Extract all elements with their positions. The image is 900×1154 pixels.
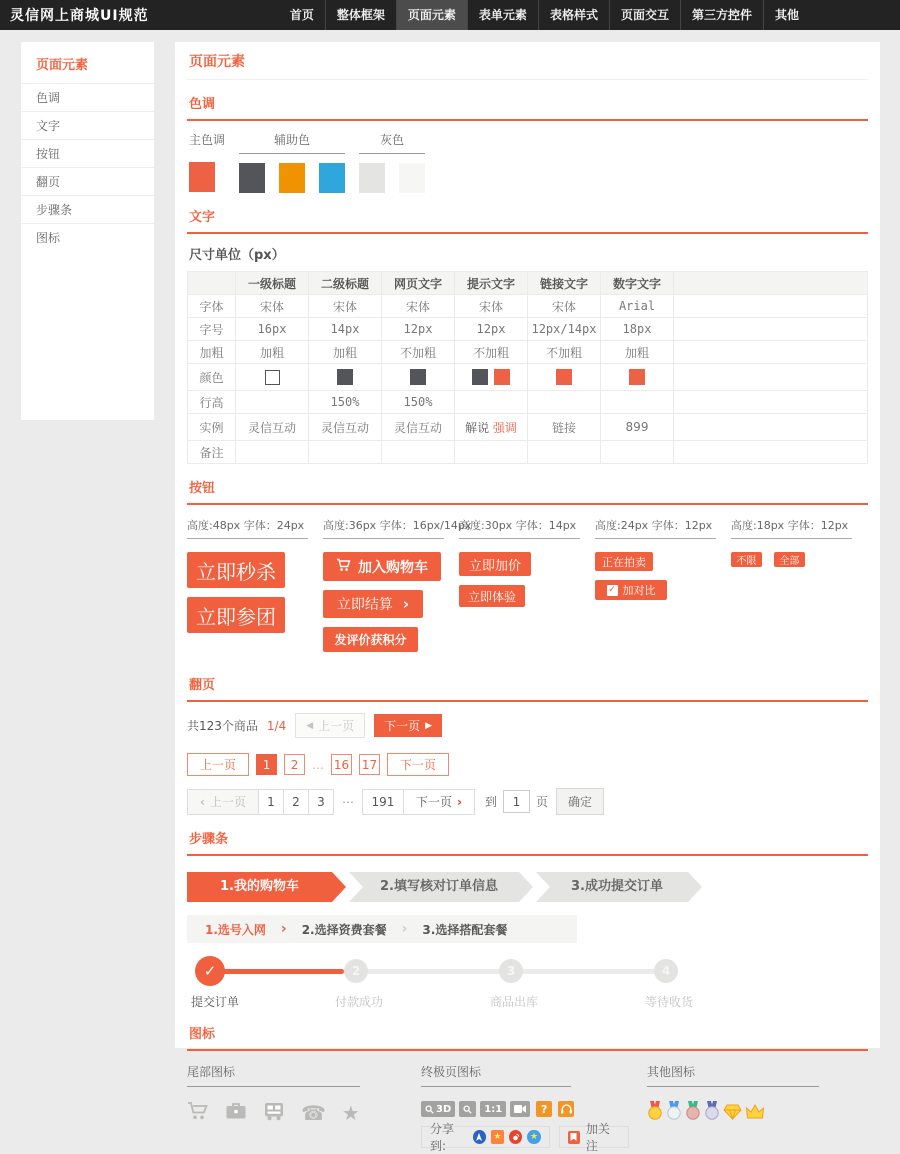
checkbox-checked-icon: ✓ [608,584,616,595]
next-page-button[interactable]: 下一页 › [404,789,475,815]
question-badge[interactable]: ? [536,1101,552,1117]
qzone-share-icon[interactable]: ★ [527,1130,540,1144]
zoom-3d-badge[interactable]: 3D [421,1101,455,1117]
detail-page-icons-group [421,1063,629,1153]
gem-icon [723,1104,742,1123]
example-hint-accent: 强调 [492,420,517,435]
bus-icon [263,1102,285,1124]
nav-item-third-party[interactable]: 第三方控件 [680,0,763,30]
app-title: 灵信网上商城UI规范 [10,8,149,24]
cell-swatch-white [265,370,280,385]
cell-swatch-accent [629,369,645,385]
page-number[interactable]: 3 [309,789,334,815]
cell-swatch-dark [472,369,488,385]
table-row-note: 备注 [188,441,868,464]
step-cart-active: 1.我的购物车 [187,872,332,902]
text-spec-table [187,271,868,464]
color-swatch-gray [359,163,385,193]
try-now-button[interactable]: 立即体验 [459,585,525,607]
example-body: 灵信互动 [382,414,455,441]
sidebar-item-buttons[interactable]: 按钮 [21,139,154,167]
chevron-right-icon: › [402,594,410,613]
star-icon: ★ [341,1100,360,1125]
cart-icon [187,1101,209,1124]
last-page-number[interactable]: 191 [362,789,404,815]
nav-item-other[interactable]: 其他 [763,0,810,30]
chevron-left-icon: ‹ [200,794,205,809]
section-heading-buttons: 按钮 [187,474,868,505]
step-label-receive: 等待收货 [645,995,694,1009]
sidebar-item-colors[interactable]: 色调 [21,83,154,111]
chevron-right-icon: › [456,794,462,809]
step-circle-done [195,956,225,986]
col-header-h1: 一级标题 [236,272,309,295]
follow-flag-icon [568,1131,580,1144]
page-title: 页面元素 [187,47,868,80]
example-link: 链接 [528,414,601,441]
example-number: 899 [601,414,674,441]
step-circle: 3 [499,959,523,983]
col-header-number: 数字文字 [601,272,674,295]
nav-item-page-elements[interactable]: 页面元素 [396,0,467,30]
compare-label: 加对比 [622,584,656,597]
circle-step-bar [189,956,694,1010]
table-row-example: 实例 灵信互动 灵信互动 灵信互动 解说 强调 链接 899 [188,414,868,441]
add-to-cart-button[interactable] [323,552,441,581]
button-group-caption: 高度:48px 字体：24px [187,517,308,539]
color-group-label: 辅助色 [239,131,345,154]
col-header-body: 网页文字 [382,272,455,295]
section-heading-pagination: 翻页 [187,671,868,702]
example-hint-dark: 解说 [465,420,490,435]
sidebar-item-steps[interactable]: 步骤条 [21,195,154,223]
text-spec-subtitle: 尺寸单位（px） [189,248,285,263]
zoom-badge[interactable] [459,1101,476,1117]
table-row-lineheight: 行高 150% 150% [188,391,868,414]
col-header-h2: 二级标题 [309,272,382,295]
cell-swatch-dark [410,369,426,385]
page-number[interactable]: 1 [259,789,284,815]
page-number-input[interactable] [503,790,530,813]
step-select-plan: 2.选择资费套餐 [301,922,387,937]
table-row-size: 字号 16px 14px 12px 12px 12px/14px 18px [188,318,868,341]
step-order-done: 3.成功提交订单 [536,872,688,902]
section-heading-colors: 色调 [187,90,868,121]
sidebar-item-text[interactable]: 文字 [21,111,154,139]
share-bar [421,1122,550,1153]
next-page-button[interactable]: 下一页 [387,753,449,776]
icon-samples [187,1063,868,1153]
checkout-label: 立即结算 [336,597,393,613]
step-select-number: 1.选号入网 [205,922,266,937]
color-swatch-lightgray [399,163,425,193]
nav-item-page-interaction[interactable]: 页面交互 [609,0,680,30]
all-button[interactable]: 全部 [774,552,805,567]
color-group-label: 灰色 [359,131,425,154]
more-share-icon[interactable]: ★ [491,1130,504,1144]
col-header-link: 链接文字 [528,272,601,295]
color-palette [189,131,868,193]
ellipsis: ⋯ [341,794,354,809]
button-group-30 [459,517,595,661]
cell-swatch-accent [556,369,572,385]
prev-page-button-disabled[interactable]: ‹ 上一页 [187,789,259,815]
button-samples [187,517,868,661]
prev-page-button[interactable]: 上一页 [187,753,249,776]
color-swatch-orange [279,163,305,193]
page-unit-label: 页 [535,795,548,809]
footer-icons-group [187,1063,403,1148]
nav-item-framework[interactable]: 整体框架 [325,0,396,30]
join-group-button[interactable]: 立即参团 [187,597,285,633]
check-icon: ✓ [203,962,217,980]
no-limit-button[interactable]: 不限 [731,552,762,567]
share-label: 分享到: [430,1122,455,1153]
step-label-submit: 提交订单 [191,995,240,1009]
color-swatch-dark [239,163,265,193]
table-row-font: 字体 宋体 宋体 宋体 宋体 宋体 Arial [188,295,868,318]
auction-live-button[interactable]: 正在拍卖 [595,552,653,571]
section-heading-icons: 图标 [187,1020,868,1051]
color-group-aux [239,131,345,193]
topbar [0,0,900,30]
example-h1: 灵信互动 [236,414,309,441]
weibo-share-icon[interactable] [509,1130,522,1144]
table-row-color: 颜色 [188,364,868,391]
step-label-paid: 付款成功 [335,995,384,1009]
button-group-caption: 高度:18px 字体：12px [731,517,852,539]
medal-purple-icon [704,1101,720,1123]
icon-group-caption: 终极页图标 [421,1063,571,1087]
flat-step-bar [187,915,577,943]
triangle-left-icon: ◀ [306,720,314,731]
cell-swatch-dark [337,369,353,385]
page-number[interactable]: 2 [284,789,309,815]
section-heading-text: 文字 [187,203,868,234]
color-swatch-primary [189,162,215,192]
cell-swatch-accent [494,369,510,385]
pagination-outline [187,753,868,776]
ellipsis: … [312,757,325,772]
sidebar [21,42,154,420]
briefcase-icon [225,1102,247,1123]
button-group-24 [595,517,731,661]
page-button-group [187,789,334,815]
chevron-right-icon: › [280,921,287,937]
button-group-36 [323,517,472,661]
page-number[interactable]: 17 [359,754,380,775]
color-group-gray [359,131,425,193]
page-button-group [362,789,475,815]
medal-gold-icon [647,1101,663,1123]
step-track-progress [210,969,344,974]
sidebar-item-icons[interactable]: 图标 [21,223,154,251]
flash-sale-button[interactable]: 立即秒杀 [187,552,285,588]
compare-button[interactable] [595,580,667,600]
sidebar-header[interactable]: 页面元素 [36,58,89,73]
triangle-right-icon: ▶ [425,720,433,731]
color-group-primary [189,131,225,193]
icon-group-caption: 尾部图标 [187,1063,360,1087]
confirm-button[interactable]: 确定 [556,788,604,815]
color-group-label: 主色调 [189,133,226,147]
pagination-full [187,788,868,815]
button-group-caption: 高度:36px 字体：16px/14px [323,517,444,539]
bid-now-button[interactable]: 立即加价 [459,552,531,576]
step-circle: 2 [344,959,368,983]
video-badge[interactable] [510,1101,530,1117]
step-label-shipped: 商品出库 [490,995,539,1009]
goto-label: 到 [484,795,497,809]
medal-silver-icon [666,1101,682,1123]
button-group-18 [731,517,867,661]
review-points-button[interactable]: 发评价获积分 [323,627,418,652]
add-to-cart-label: 加入购物车 [358,559,428,576]
nav-item-table-styles[interactable]: 表格样式 [538,0,609,30]
section-heading-steps: 步骤条 [187,825,868,856]
phone-icon: ☎ [301,1100,326,1125]
pagination-simple [187,713,868,738]
ratio-1-1-badge[interactable]: 1:1 [480,1101,506,1117]
medal-bronze-icon [685,1101,701,1123]
checkout-button[interactable] [323,590,423,618]
example-h2: 灵信互动 [309,414,382,441]
top-nav [279,0,810,30]
step-order-info: 2.填写核对订单信息 [349,872,519,902]
page-number[interactable]: 2 [284,754,305,775]
chevron-right-icon: › [401,921,408,937]
nav-item-form-elements[interactable]: 表单元素 [467,0,538,30]
follow-button[interactable] [559,1122,629,1153]
nav-item-home[interactable]: 首页 [289,8,314,22]
table-row-bold: 加粗 加粗 加粗 不加粗 不加粗 不加粗 加粗 [188,341,868,364]
button-group-caption: 高度:24px 字体：12px [595,517,716,539]
prev-page-button-disabled[interactable]: ◀ 上一页 [295,713,365,738]
button-group-48 [187,517,323,661]
page-indicator: 1/4 [266,718,287,733]
other-icons-group [647,1063,832,1148]
icon-group-caption: 其他图标 [647,1063,819,1087]
page-number[interactable]: 16 [331,754,352,775]
item-count-label: 共123个商品 [187,719,258,733]
next-page-button[interactable]: 下一页 ▶ [374,714,442,737]
crown-icon [745,1104,765,1123]
main-content [175,42,880,1153]
sidebar-item-pagination[interactable]: 翻页 [21,167,154,195]
page-number-active[interactable]: 1 [256,754,277,775]
button-group-caption: 高度:30px 字体：14px [459,517,580,539]
arrow-step-bar [187,872,868,902]
follow-label: 加关注 [585,1122,610,1153]
col-header-hint: 提示文字 [455,272,528,295]
step-select-bundle: 3.选择搭配套餐 [422,922,508,937]
headset-badge[interactable] [558,1101,574,1117]
color-swatch-blue [319,163,345,193]
table-header-row [188,272,868,295]
cart-icon [336,558,351,576]
renren-share-icon[interactable] [473,1130,486,1144]
step-circle: 4 [654,959,678,983]
